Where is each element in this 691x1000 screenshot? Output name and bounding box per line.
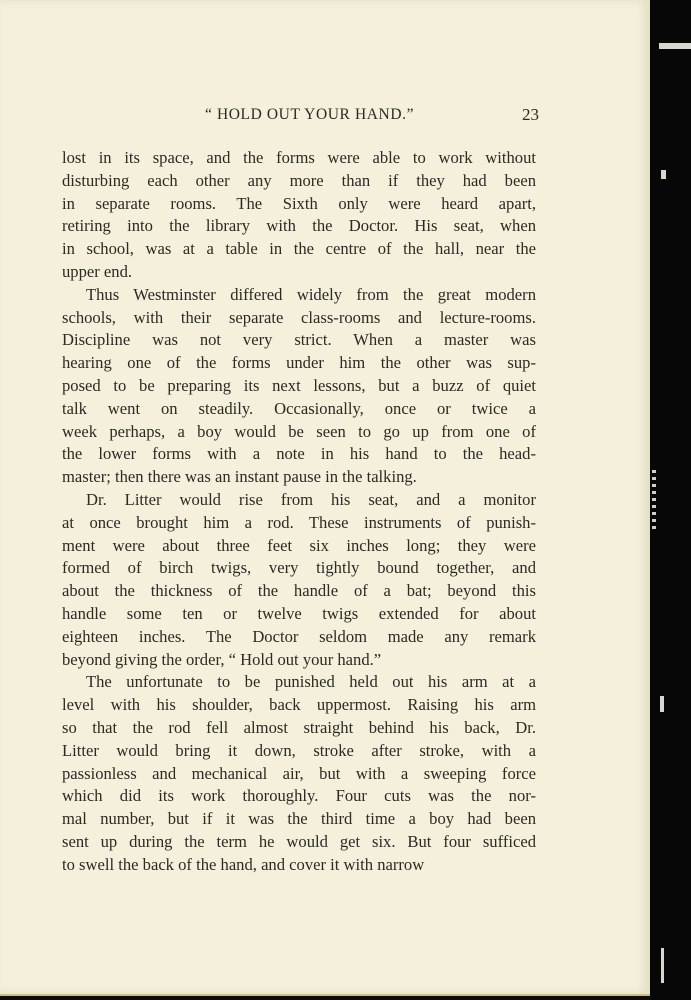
edge-dots	[652, 470, 656, 530]
text-line: in separate rooms. The Sixth only were heard apart,	[62, 193, 536, 213]
edge-mark	[661, 170, 666, 179]
text-line: passionless and mechanical air, but with a sweeping force	[62, 763, 536, 783]
edge-mark	[660, 696, 664, 712]
text-line: mal number, but if it was the third time a boy had been	[62, 809, 536, 829]
text-line: Litter would bring it down, stroke after stroke, with a	[62, 740, 536, 760]
text-line: talk went on steadily. Occasionally, once or twice a	[62, 398, 536, 418]
text-line: to swell the back of the hand, and cover it with narrow	[62, 854, 425, 874]
text-line: master; then there was an instant pause in the talking.	[62, 467, 417, 487]
body-text	[62, 147, 536, 877]
text-line: beyond giving the order, “ Hold out your hand.”	[62, 649, 382, 669]
text-line: retiring into the library with the Doctor. His seat, when	[62, 216, 536, 236]
text-line: lost in its space, and the forms were able to work without	[62, 148, 536, 167]
text-line: week perhaps, a boy would be seen to go up from one of	[62, 421, 536, 441]
text-line: at once brought him a rod. These instruments of punish-	[62, 512, 536, 532]
text-line: which did its work thoroughly. Four cuts was the nor-	[62, 786, 536, 806]
text-line: disturbing each other any more than if they had been	[62, 170, 536, 190]
text-line: formed of birch twigs, very tightly bound together, and	[62, 558, 536, 578]
text-line: the lower forms with a note in his hand to the head-	[62, 444, 536, 464]
text-line: upper end.	[62, 261, 133, 281]
text-line: so that the rod fell almost straight behind his back, Dr.	[62, 717, 536, 737]
text-line: posed to be preparing its next lessons, but a buzz of quiet	[62, 375, 536, 395]
text-line: handle some ten or twelve twigs extended for about	[62, 603, 536, 623]
dark-book-edge	[650, 0, 691, 1000]
text-line: Thus Westminster differed widely from the great modern	[86, 284, 536, 304]
text-line: level with his shoulder, back uppermost. Raising his arm	[62, 695, 536, 715]
running-head: “ HOLD OUT YOUR HAND.”	[205, 106, 415, 123]
text-line: about the thickness of the handle of a bat; beyond this	[62, 581, 536, 601]
edge-mark	[659, 43, 691, 49]
text-line: eighteen inches. The Doctor seldom made any remark	[62, 626, 536, 646]
text-line: schools, with their separate class-rooms and lecture-rooms.	[62, 307, 536, 327]
edge-mark	[661, 948, 664, 983]
text-line: sent up during the term he would get six. But four sufficed	[62, 831, 536, 851]
text-line: Dr. Litter would rise from his seat, and a monitor	[86, 489, 536, 509]
text-line: The unfortunate to be punished held out his arm at a	[86, 672, 536, 692]
text-line: in school, was at a table in the centre of the hall, near the	[62, 239, 536, 259]
text-line: ment were about three feet six inches long; they were	[62, 535, 536, 555]
text-line: Discipline was not very strict. When a master was	[62, 330, 536, 350]
page-number: 23	[522, 105, 539, 124]
text-line: hearing one of the forms under him the other was sup-	[62, 353, 536, 373]
